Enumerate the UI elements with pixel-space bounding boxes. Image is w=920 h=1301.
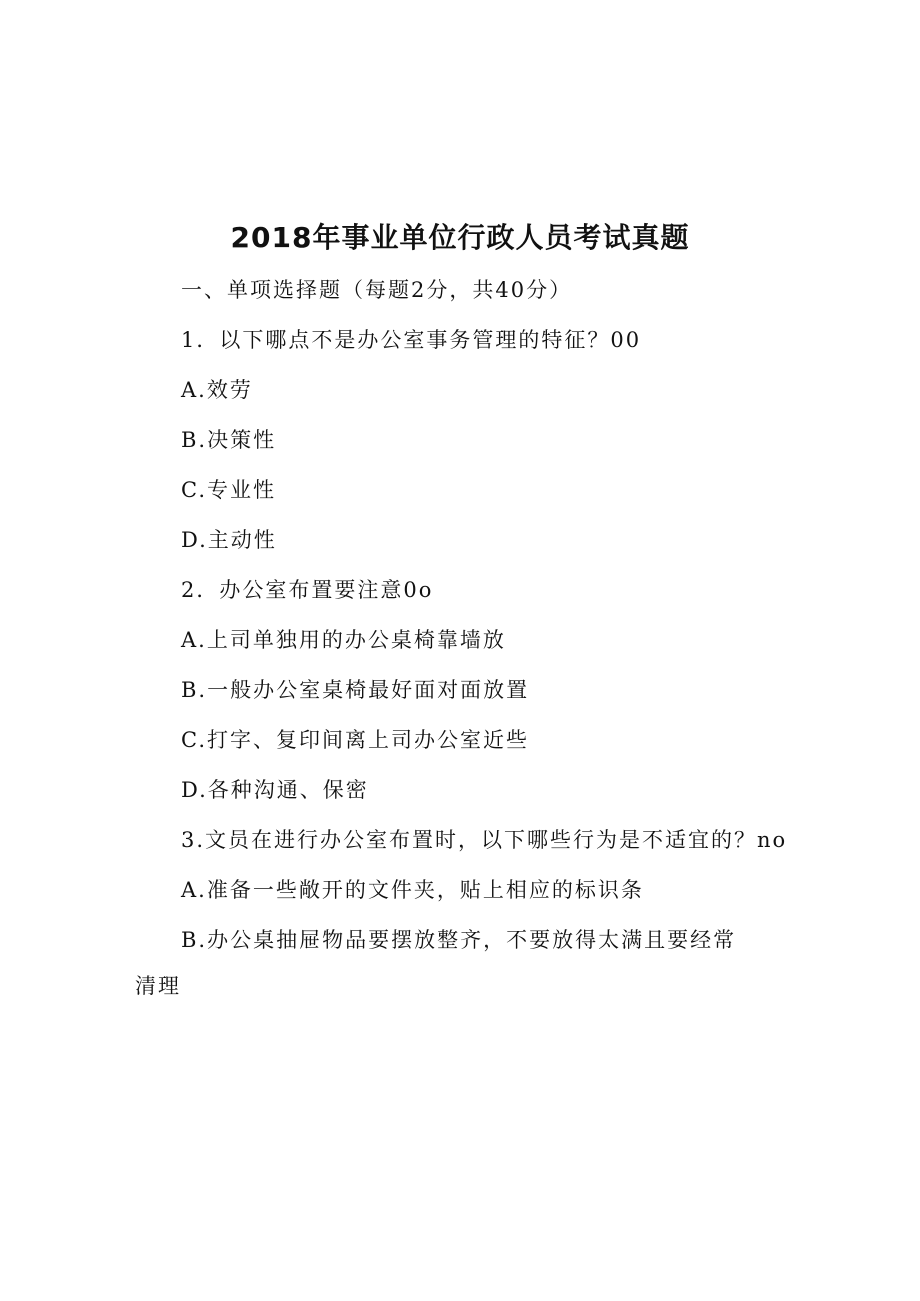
question-3-stem: 3.文员在进行办公室布置时，以下哪些行为是不适宜的？no	[181, 828, 788, 852]
question-1-stem: 1．以下哪点不是办公室事务管理的特征？00	[181, 328, 642, 352]
question-1-option-a: A.效劳	[181, 378, 253, 402]
question-2-option-b: B.一般办公室桌椅最好面对面放置	[181, 678, 530, 702]
question-3-option-b-continuation: 清理	[135, 974, 181, 998]
question-1-option-b: B.决策性	[181, 428, 277, 452]
question-2-option-a: A.上司单独用的办公桌椅靠墙放	[181, 628, 506, 652]
question-2-option-c: C.打字、复印间离上司办公室近些	[181, 728, 529, 752]
question-3-option-b: B.办公桌抽屉物品要摆放整齐，不要放得太满且要经常	[181, 928, 737, 952]
document-title: 2018年事业单位行政人员考试真题	[230, 221, 690, 254]
section-heading: 一、单项选择题（每题2分，共40分）	[181, 278, 573, 302]
question-3-option-a: A.准备一些敞开的文件夹，贴上相应的标识条	[181, 878, 644, 902]
question-2-option-d: D.各种沟通、保密	[181, 778, 369, 802]
question-1-option-c: C.专业性	[181, 478, 276, 502]
question-2-stem: 2．办公室布置要注意0o	[181, 578, 434, 602]
question-1-option-d: D.主动性	[181, 528, 277, 552]
